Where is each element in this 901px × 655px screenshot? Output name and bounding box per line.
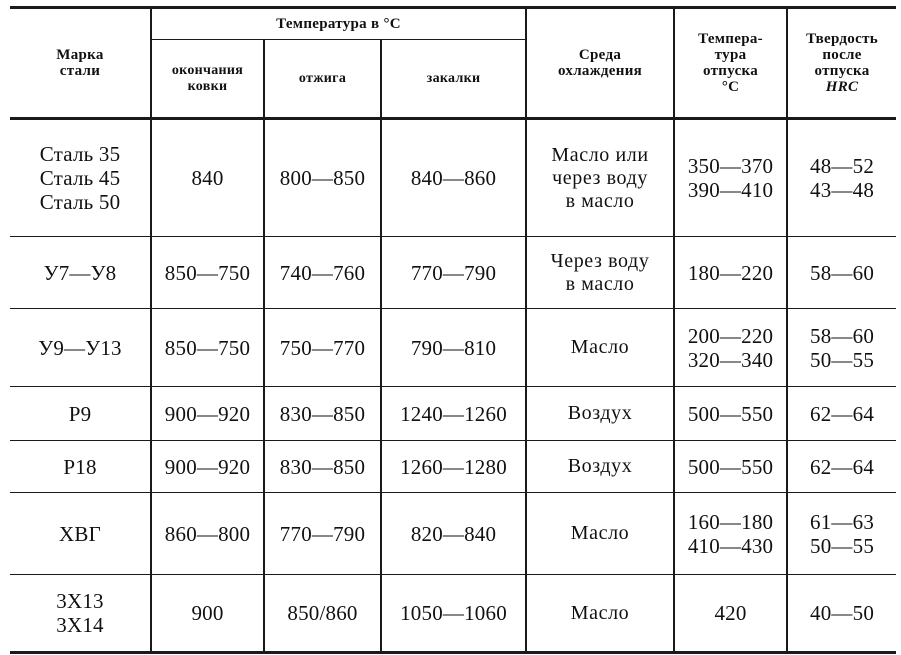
cell-tempering-line: 420 <box>714 601 747 625</box>
cell-cooling-medium <box>526 493 674 575</box>
cell-grade-line: 3Х14 <box>56 613 104 637</box>
cell-annealing: 750—770 <box>264 309 381 387</box>
cell-cooling-medium-line: Масло <box>570 336 630 358</box>
cell-hardness-line: 50—55 <box>810 533 875 558</box>
cell-grade-line: У9—У13 <box>38 335 122 360</box>
cell-tempering <box>674 441 787 493</box>
cell-hardness-line: 62—64 <box>810 401 875 426</box>
cell-annealing: 770—790 <box>264 493 381 575</box>
cell-grade <box>10 309 151 387</box>
col-header-hardness-unit: HRC <box>825 79 859 95</box>
cell-tempering-line: 350—370 <box>687 154 774 178</box>
cell-hardening: 790—810 <box>381 309 526 387</box>
col-header-forging-end <box>151 40 264 119</box>
cell-tempering-line: 200—220 <box>687 323 774 348</box>
heat-treatment-table <box>10 6 896 654</box>
cell-hardening: 1050—1060 <box>381 575 526 653</box>
cell-cooling-medium-line: Масло <box>570 601 630 624</box>
col-header-hardness-line-2: после <box>822 47 862 63</box>
cell-grade-line: Сталь 35 <box>39 142 121 166</box>
table-row <box>10 237 896 309</box>
col-header-cooling-medium-text: Среда охлаждения <box>557 47 643 79</box>
cell-hardening: 1240—1260 <box>381 387 526 441</box>
cell-hardness-line: 58—60 <box>810 323 875 348</box>
cell-annealing: 830—850 <box>264 441 381 493</box>
cell-hardness-line: 62—64 <box>810 454 875 479</box>
cell-tempering <box>674 237 787 309</box>
col-header-tempering-line-3: отпуска <box>703 63 759 79</box>
cell-cooling-medium-line: в масло <box>565 189 635 212</box>
cell-hardness <box>787 441 896 493</box>
cell-tempering-line: 410—430 <box>687 533 774 558</box>
cell-forging-end: 900—920 <box>151 441 264 493</box>
col-header-hardening: закалки <box>381 40 526 119</box>
cell-hardness <box>787 237 896 309</box>
col-header-cooling-medium <box>526 8 674 119</box>
cell-tempering-line: 390—410 <box>687 178 774 202</box>
cell-hardness-line: 40—50 <box>810 601 875 625</box>
table-row <box>10 441 896 493</box>
col-header-forging-end-text: окончания ковки <box>171 62 244 94</box>
cell-tempering-line: 500—550 <box>687 454 774 479</box>
cell-hardness <box>787 387 896 441</box>
cell-hardening: 840—860 <box>381 119 526 237</box>
cell-grade <box>10 387 151 441</box>
cell-forging-end: 860—800 <box>151 493 264 575</box>
cell-forging-end: 850—750 <box>151 309 264 387</box>
cell-hardness-line: 50—55 <box>810 347 875 372</box>
cell-tempering <box>674 119 787 237</box>
cell-hardness <box>787 309 896 387</box>
cell-grade-line: ХВГ <box>59 521 101 546</box>
col-header-grade <box>10 8 151 119</box>
cell-cooling-medium-line: Через воду <box>550 249 650 272</box>
cell-grade-line: Р18 <box>63 454 97 479</box>
cell-cooling-medium-line: Масло или <box>551 143 649 166</box>
cell-grade-line: У7—У8 <box>43 260 117 285</box>
cell-grade <box>10 493 151 575</box>
cell-hardening: 770—790 <box>381 237 526 309</box>
cell-tempering <box>674 493 787 575</box>
cell-cooling-medium <box>526 119 674 237</box>
cell-forging-end: 840 <box>151 119 264 237</box>
cell-grade <box>10 441 151 493</box>
table-row <box>10 493 896 575</box>
cell-tempering <box>674 575 787 653</box>
cell-forging-end: 850—750 <box>151 237 264 309</box>
cell-annealing: 850/860 <box>264 575 381 653</box>
cell-hardness-line: 48—52 <box>810 154 875 178</box>
table-row <box>10 387 896 441</box>
cell-cooling-medium-line: через воду <box>552 166 648 189</box>
col-header-tempering-line-4: °С <box>721 79 740 95</box>
cell-forging-end: 900—920 <box>151 387 264 441</box>
table-body <box>10 119 896 653</box>
cell-hardness <box>787 119 896 237</box>
cell-cooling-medium <box>526 309 674 387</box>
cell-annealing: 830—850 <box>264 387 381 441</box>
cell-grade <box>10 119 151 237</box>
cell-cooling-medium-line: Масло <box>570 522 630 544</box>
col-header-tempering-line-2: тура <box>714 47 747 63</box>
cell-cooling-medium <box>526 387 674 441</box>
col-header-tempering-line-1: Темпера- <box>698 31 763 47</box>
cell-hardening: 1260—1280 <box>381 441 526 493</box>
cell-cooling-medium-line: в масло <box>565 272 635 295</box>
cell-cooling-medium-line: Воздух <box>567 455 633 477</box>
col-header-hardness-line-3: отпуска <box>814 63 870 79</box>
cell-hardness-line: 58—60 <box>810 260 875 285</box>
cell-annealing: 740—760 <box>264 237 381 309</box>
table-row <box>10 119 896 237</box>
cell-cooling-medium <box>526 575 674 653</box>
col-header-hardness-line-1: Твердость <box>806 31 878 47</box>
cell-forging-end: 900 <box>151 575 264 653</box>
cell-grade <box>10 575 151 653</box>
cell-tempering-line: 500—550 <box>687 401 774 426</box>
cell-grade-line: Р9 <box>68 401 92 426</box>
cell-cooling-medium <box>526 237 674 309</box>
cell-grade <box>10 237 151 309</box>
cell-grade-line: 3Х13 <box>56 589 104 613</box>
cell-hardening: 820—840 <box>381 493 526 575</box>
cell-hardness-line: 43—48 <box>810 178 875 202</box>
cell-tempering <box>674 387 787 441</box>
cell-tempering-line: 180—220 <box>687 260 774 285</box>
cell-cooling-medium-line: Воздух <box>567 402 633 424</box>
cell-hardness <box>787 575 896 653</box>
cell-grade-line: Сталь 45 <box>39 166 121 190</box>
cell-grade-line: Сталь 50 <box>39 190 121 214</box>
col-header-annealing: отжига <box>264 40 381 119</box>
col-header-temperature-group: Температура в °С <box>151 8 526 40</box>
table-row <box>10 309 896 387</box>
cell-tempering <box>674 309 787 387</box>
cell-hardness <box>787 493 896 575</box>
col-header-grade-text: Марка стали <box>56 47 104 79</box>
col-header-tempering-temp <box>674 8 787 119</box>
table-row <box>10 575 896 653</box>
cell-tempering-line: 320—340 <box>687 347 774 372</box>
cell-hardness-line: 61—63 <box>810 509 875 534</box>
cell-cooling-medium <box>526 441 674 493</box>
cell-tempering-line: 160—180 <box>687 509 774 534</box>
col-header-hardness <box>787 8 896 119</box>
cell-annealing: 800—850 <box>264 119 381 237</box>
header-row-1 <box>10 8 896 40</box>
